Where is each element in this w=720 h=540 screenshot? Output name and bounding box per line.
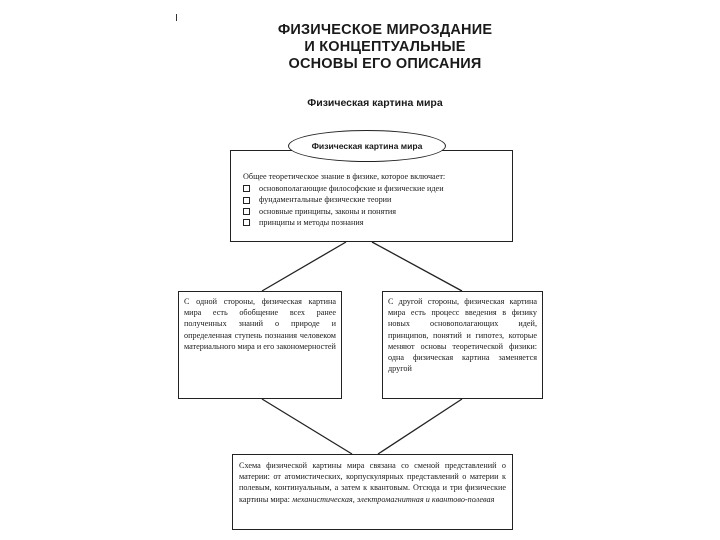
title-line-2: И КОНЦЕПТУАЛЬНЫЕ (304, 39, 466, 55)
connector-top-to-right (372, 242, 462, 291)
definition-item-text: основополагающие философские и физические идеи (259, 184, 444, 194)
checkbox-icon (243, 219, 250, 226)
title-line-1: ФИЗИЧЕСКОЕ МИРОЗДАНИЕ (277, 22, 493, 38)
definition-item (243, 217, 504, 228)
right-aspect-box (382, 291, 543, 399)
left-aspect-box (178, 291, 342, 399)
checkbox-icon (243, 208, 250, 215)
definition-item (243, 183, 504, 194)
definition-box (230, 150, 513, 242)
definition-item (243, 194, 504, 205)
connector-right-to-bottom (378, 399, 462, 454)
connector-top-to-left (262, 242, 346, 291)
right-aspect-text: С другой стороны, физическая картина мира есть процесс введения в физику новых основополагающих идей, принципов, понятий и гипотез, которые меняют основы теоретической физики: одна физическая картина заменяется другой (388, 297, 537, 374)
title-line-3: ОСНОВЫ ЕГО ОПИСАНИЯ (288, 56, 482, 72)
checkbox-icon (243, 197, 250, 204)
definition-item-text: фундаментальные физические теории (259, 195, 392, 205)
left-aspect-text: С одной стороны, физическая картина мира есть обобщение всех ранее полученных знаний о природе и определенная ступень познания человеком материального мира и его закономерностей (184, 297, 336, 351)
conclusion-emphasis: механистическая, электромагнитная и квантово-полевая (291, 494, 495, 504)
definition-item-text: принципы и методы познания (259, 217, 364, 227)
definition-item-text: основные принципы, законы и понятия (259, 206, 397, 216)
diagram-subtitle: Физическая картина мира (307, 97, 443, 109)
definition-item (243, 206, 504, 217)
concept-oval-label: Физическая картина мира (311, 141, 423, 151)
concept-oval (288, 130, 446, 162)
checkbox-icon (243, 185, 250, 192)
conclusion-box (232, 454, 513, 530)
conclusion-text: Схема физической картины мира связана со сменой представлений о материи: от атомистических, корпускулярных представлений о материи к полевым, континуальным, а затем к квантовым. Отсюда и три физические картины мира: (239, 461, 506, 504)
definition-intro: Общее теоретическое знание в физике, которое включает: (243, 172, 446, 181)
connector-left-to-bottom (262, 399, 352, 454)
